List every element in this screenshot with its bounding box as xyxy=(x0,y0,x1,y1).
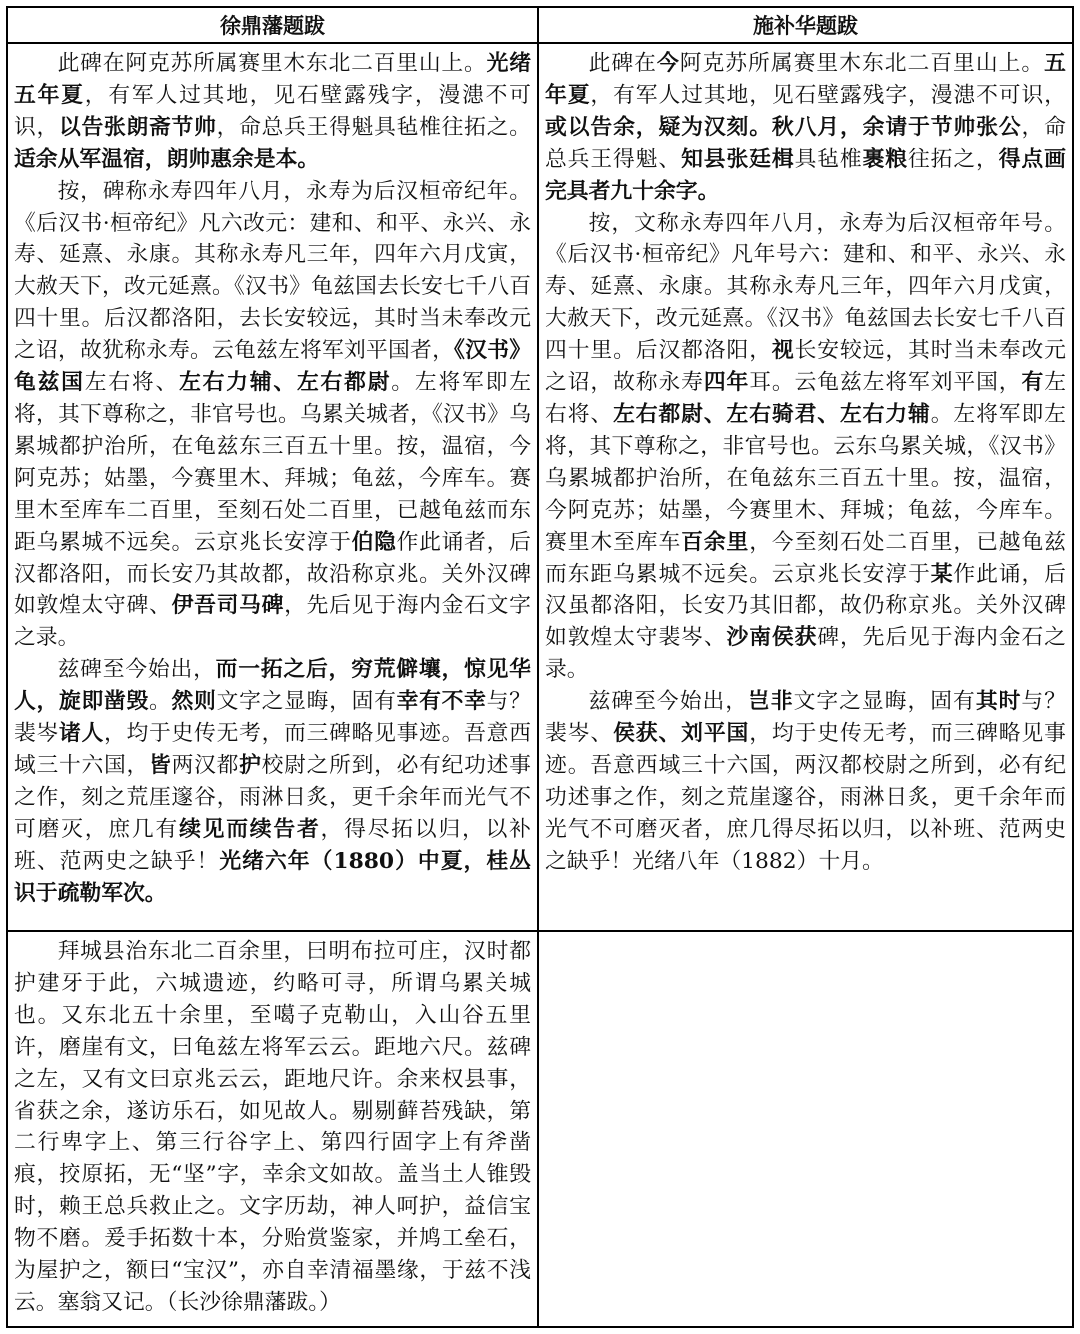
emphasized-text: 伊吾司马碑 xyxy=(171,593,285,619)
shi-colophon-cell xyxy=(539,44,1072,932)
shi-paragraph-2 xyxy=(545,208,1066,687)
xu-paragraph-1 xyxy=(14,48,531,176)
emphasized-text: 其时 xyxy=(975,689,1022,715)
emphasized-text: 然则 xyxy=(171,689,217,715)
text-run: ，均于史传无考，而三碑略见事迹。吾意西域三十六国， xyxy=(14,721,531,778)
emphasized-text: 有 xyxy=(1021,370,1045,396)
text-run: 文字之显晦，固有 xyxy=(793,689,976,715)
text-run: 。左将军即左将，其下尊称之，非官号也。云东乌累关城，《汉书》乌累城都护治所，在龟兹东三百五十里。按，温宿，今阿克苏；姑墨，今赛里木、拜城；龟兹，今库车。赛里木至库车 xyxy=(545,401,1066,555)
emphasized-text: 视 xyxy=(771,338,795,364)
shi-paragraph-1 xyxy=(545,48,1066,208)
text-run: 耳。云龟兹左将军刘平国， xyxy=(749,370,1022,396)
emphasized-text: 皆 xyxy=(149,752,172,778)
text-run: ，命总兵王得魁具毡椎往拓之。 xyxy=(216,114,531,140)
text-run: 与？裴岑、 xyxy=(545,689,1066,747)
header-shi: 施补华题跋 xyxy=(539,8,1072,44)
emphasized-text: 四年 xyxy=(703,370,750,396)
text-run: 。 xyxy=(149,689,172,715)
text-run: 拜城县治东北二百余里，曰明布拉可庄，汉时都护建牙于此，六城遗迹，约略可寻，所谓乌累关城也。又东北五十余里，至噶子克勒山，入山谷五里许，磨崖有文，曰龟兹左将军云云。距地六尺。兹碑之左，又有文曰京兆云云，距地尺许。余来权县事，省获之余，遂访乐石，如见故人。剔剔藓苔残缺，第二行卑字上、第三行谷字上、第四行固字上有斧凿痕，挍原拓，无“坚”字，幸余文如故。盖当土人锥毁时，赖王总兵救止之。文字历劫，神人呵护，益信宝物不磨。爰手拓数十本，分贻赏鉴家，并鸠工垒石，为屋护之，额曰“宝汉”，亦自幸清福墨缘，于兹不浅云。塞翁又记。（长沙徐鼎藩跋。） xyxy=(14,939,531,1315)
emphasized-text: 左右力辅、左右都尉 xyxy=(179,370,392,396)
text-run: 兹碑至今始出， xyxy=(588,689,749,715)
xu-postscript-cell xyxy=(8,932,539,1326)
text-run: 与？裴岑 xyxy=(14,689,531,747)
text-run: 。左将军即左将，其下尊称之，非官号也。乌累关城者，《汉书》乌累城都护治所，在龟兹东三百五十里。按，温宿，今阿克苏；姑墨，今赛里木、拜城；龟兹，今库车。赛里木至库车二百里，至刻石处二百里，已越龟兹而东距乌累城不远矣。云京兆长安淳于 xyxy=(14,370,531,555)
text-run: 作此诵，后汉虽都洛阳，长安乃其旧都，故仍称京兆。关外汉碑如敦煌太守裴岑、 xyxy=(545,561,1066,651)
text-run: ，有军人过其地，见石壁露残字，漫漶不可识， xyxy=(14,82,531,140)
text-run: ，有军人过其地，见石壁露残字，漫漶不可识， xyxy=(590,82,1066,108)
text-run: 按，文称永寿四年八月，永寿为后汉桓帝年号。《后汉书·桓帝纪》凡年号六：建和、和平、永兴、永寿、延熹、永康。其称永寿凡三年，四年六月戊寅，大赦天下，改元延熹。《汉书》龟兹国去长安七千八百四十里。后汉都洛阳， xyxy=(545,210,1066,364)
text-run: ，均于史传无考，而三碑略见事迹。吾意西域三十六国，两汉都校尉之所到，必有纪功述事之作，刻之荒崖邃谷，雨淋日炙，更千余年而光气不可磨灭者，庶几得尽拓以归，以补班、范两史之缺乎！光绪八年（1882）十月。 xyxy=(545,721,1066,874)
emphasized-text: 得点画完具者九十余字。 xyxy=(545,146,1066,204)
emphasized-text: 续见而续告者 xyxy=(179,816,321,842)
emphasized-text: 岂非 xyxy=(748,689,794,715)
emphasized-text: 左右都尉、左右骑君、左右力辅 xyxy=(613,401,931,427)
text-run: 校尉之所到，必有纪功述事之作，刻之荒厓邃谷，雨淋日炙，更千余年而光气不可磨灭，庶几有 xyxy=(14,752,531,842)
emphasized-text: 适余从军温宿，朗帅惠余是本。 xyxy=(14,146,320,172)
text-run: 作此诵者，后汉都洛阳，而长安乃其故都，故沿称京兆。关外汉碑如敦煌太守碑、 xyxy=(14,529,531,619)
emphasized-text: 光绪五年夏 xyxy=(14,51,531,108)
text-run: ，今至刻石处二百里，已越龟兹而东距乌累城不远矣。云京兆长安淳于 xyxy=(545,529,1066,587)
text-run: ，先后见于海内金石文字之录。 xyxy=(14,593,531,651)
text-run: 阿克苏所属赛里木东北二百里山上。 xyxy=(679,51,1045,76)
text-run: 往拓之， xyxy=(908,146,999,172)
emphasized-text: 伯隐 xyxy=(351,529,397,555)
emphasized-text: 沙南侯获 xyxy=(726,625,818,651)
text-run: 文字之显晦，固有 xyxy=(216,689,397,715)
text-run: 左右将、 xyxy=(545,370,1066,427)
emphasized-text: 护 xyxy=(239,752,262,778)
xu-paragraph-4 xyxy=(14,936,531,1319)
empty-cell xyxy=(539,932,1072,1326)
emphasized-text: 侯获、刘平国 xyxy=(613,721,750,747)
xu-paragraph-2 xyxy=(14,176,531,655)
xu-paragraph-3 xyxy=(14,654,531,909)
text-run: ，得尽拓以归，以补班、范两史之缺乎！ xyxy=(14,816,531,874)
emphasized-text: 五年夏 xyxy=(545,51,1066,108)
xu-colophon-cell xyxy=(8,44,539,932)
emphasized-text: 或以告余，疑为汉刻。秋八月，余请于节帅张公 xyxy=(545,114,1022,140)
emphasized-text: 知县张廷楫 xyxy=(681,146,795,172)
emphasized-text: 光绪六年（1880）中夏，桂丛识于疏勒军次。 xyxy=(14,848,531,906)
emphasized-text: 幸有不幸 xyxy=(396,689,487,715)
text-run: 碑，先后见于海内金石之录。 xyxy=(545,625,1066,683)
text-run: 此碑在 xyxy=(588,51,657,76)
emphasized-text: 而一拓之后，穷荒僻壤，惊见华人，旋即凿毁 xyxy=(14,657,531,715)
text-run: ，命总兵王得魁、 xyxy=(545,114,1066,172)
emphasized-text: 百余里 xyxy=(681,529,750,555)
emphasized-text: 《汉书》龟兹国 xyxy=(14,338,531,396)
text-run: 两汉都 xyxy=(171,752,240,778)
emphasized-text: 以告张朗斋节帅 xyxy=(59,114,217,140)
text-run: 此碑在阿克苏所属赛里木东北二百里山上。 xyxy=(57,51,487,76)
header-xu: 徐鼎藩题跋 xyxy=(8,8,539,44)
text-run: 按，碑称永寿四年八月，永寿为后汉桓帝纪年。《后汉书·桓帝纪》凡六改元：建和、和平、永兴、永寿、延熹、永康。其称永寿凡三年，四年六月戊寅，大赦天下，改元延熹。《汉书》龟兹国去长安七千八百四十里。后汉都洛阳，去长安较远，其时当未奉改元之诏，故犹称永寿。云龟兹左将军刘平国者， xyxy=(14,178,531,364)
shi-paragraph-3 xyxy=(545,686,1066,877)
emphasized-text: 今 xyxy=(656,51,680,76)
text-run: 左右将、 xyxy=(84,370,180,396)
text-run: 长安较远，其时当未奉改元之诏，故称永寿 xyxy=(545,338,1066,396)
emphasized-text: 诸人 xyxy=(59,721,105,747)
emphasized-text: 裹粮 xyxy=(862,146,908,172)
comparison-table xyxy=(6,6,1074,1328)
text-run: 兹碑至今始出， xyxy=(57,657,216,683)
emphasized-text: 某 xyxy=(930,561,954,587)
text-run: 具毡椎 xyxy=(794,146,863,172)
